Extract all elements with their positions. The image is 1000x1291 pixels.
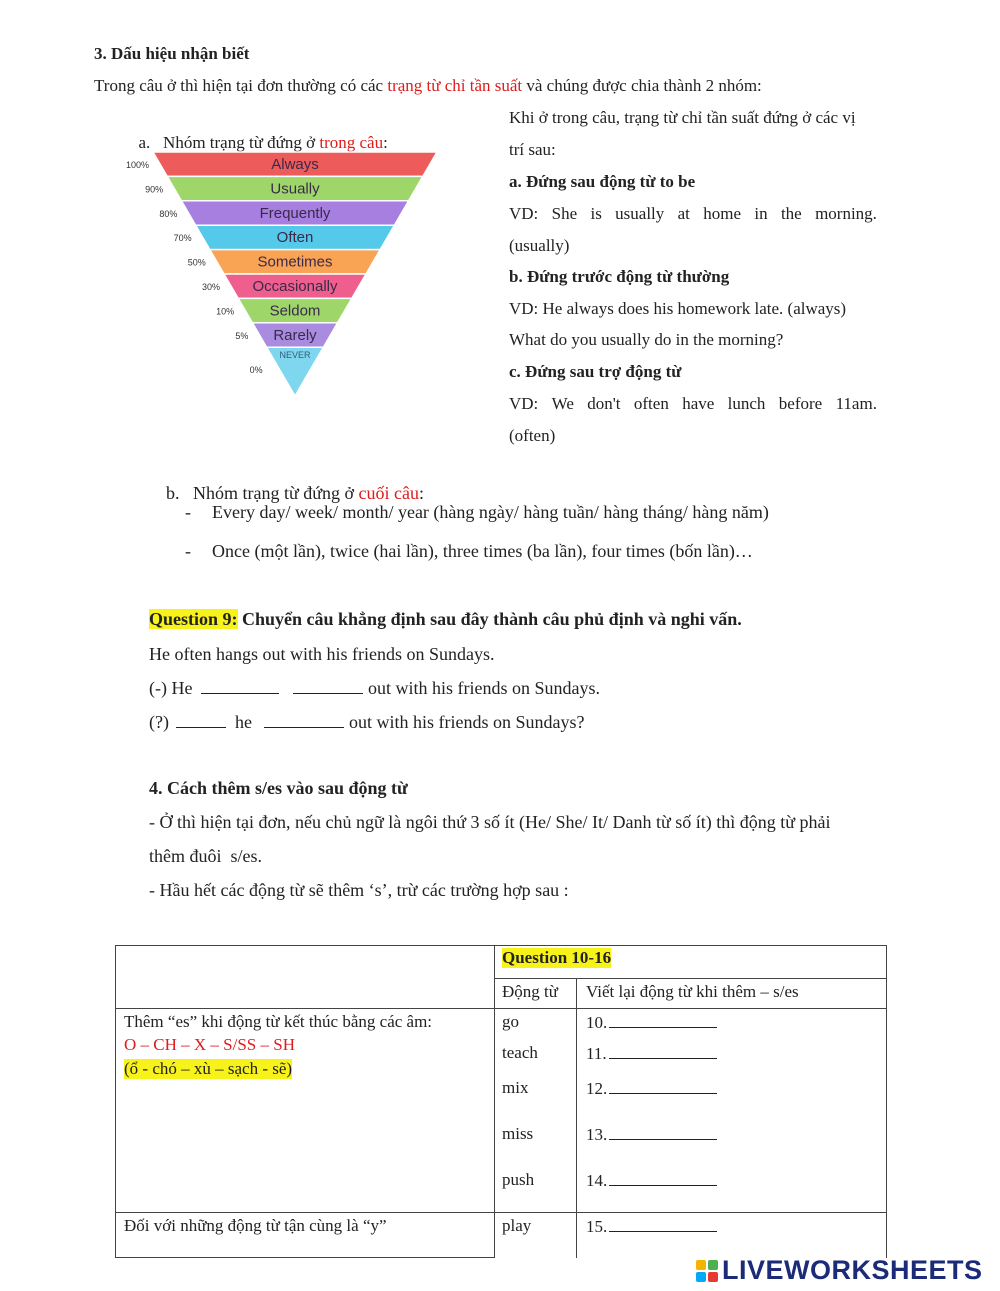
group-b-suffix: : bbox=[418, 483, 424, 503]
column-header-rewrite: Viết lại động từ khi thêm – s/es bbox=[586, 982, 799, 1001]
intro-highlight: trạng từ chỉ tần suất bbox=[387, 76, 523, 95]
rule-a-example-word: in bbox=[754, 204, 768, 223]
rule-c-example-word: 11am. bbox=[835, 394, 877, 413]
rule-c-example bbox=[509, 394, 877, 414]
rule-a-example-tail: (usually) bbox=[509, 236, 570, 255]
verb-cell: miss bbox=[502, 1124, 534, 1143]
pyramid-level-label: Rarely bbox=[273, 326, 317, 344]
pyramid-percent-label: 80% bbox=[159, 208, 178, 219]
question-suffix: out with his friends on Sundays? bbox=[348, 712, 585, 732]
group-a-prefix: a. Nhóm trạng từ đứng ở bbox=[138, 133, 320, 152]
question-range-label: Question 10-16 bbox=[502, 948, 612, 967]
verb-cell: teach bbox=[502, 1043, 538, 1062]
bullet-dash: - bbox=[185, 502, 191, 522]
question9-question bbox=[149, 712, 584, 733]
answer-blank[interactable] bbox=[609, 1078, 717, 1094]
rule1-text: Thêm “es” khi động từ kết thúc bằng các âm: bbox=[124, 1012, 433, 1031]
pyramid-percent-label: 5% bbox=[235, 330, 249, 341]
rule-b-example2: What do you usually do in the morning? bbox=[509, 330, 784, 349]
pyramid-level-label: NEVER bbox=[279, 350, 311, 361]
group-b-prefix: b. Nhóm trạng từ đứng ở bbox=[166, 483, 359, 503]
answer-cell bbox=[586, 1170, 717, 1191]
group-a-suffix: : bbox=[383, 133, 388, 152]
answer-blank[interactable] bbox=[609, 1012, 717, 1028]
verb-cell: push bbox=[502, 1170, 535, 1189]
answer-blank[interactable] bbox=[293, 678, 363, 694]
rule1-endings: O – CH – X – S/SS – SH bbox=[124, 1035, 295, 1054]
question9-label: Question 9: bbox=[149, 609, 238, 629]
rule-a-example-word: is bbox=[590, 204, 602, 223]
rule-c-example-word: often bbox=[633, 394, 669, 413]
question9-negative bbox=[149, 678, 600, 699]
rule1-mnemonic: (ổ - chó – xù – sạch - sẽ) bbox=[124, 1059, 293, 1078]
answer-number: 11. bbox=[586, 1044, 607, 1063]
rule-c-example-word: don't bbox=[587, 394, 621, 413]
rule-c-example-word: lunch bbox=[727, 394, 766, 413]
rule-b-title: b. Đứng trước động từ thường bbox=[509, 267, 730, 286]
answer-blank[interactable] bbox=[609, 1170, 717, 1186]
logo-mark-square bbox=[696, 1272, 706, 1282]
question9-prompt bbox=[149, 609, 742, 630]
question-prefix: (?) bbox=[149, 712, 169, 732]
position-intro-line1: Khi ở trong câu, trạng từ chỉ tần suất đứng ở các vị bbox=[509, 108, 856, 127]
section3-heading: 3. Dấu hiệu nhận biết bbox=[94, 44, 250, 63]
answer-blank[interactable] bbox=[176, 712, 226, 728]
pyramid-level-label: Often bbox=[276, 229, 314, 247]
rule-b-example1: VD: He always does his homework late. (always) bbox=[509, 299, 847, 318]
logo-mark-square bbox=[708, 1260, 718, 1270]
bullet-every-day: Every day/ week/ month/ year (hàng ngày/ hàng tuần/ hàng tháng/ hàng năm) bbox=[212, 502, 769, 522]
bullet-dash: - bbox=[185, 541, 191, 561]
rule-a-example-word: at bbox=[677, 204, 690, 223]
rule-c-example-tail: (often) bbox=[509, 426, 556, 445]
pyramid-percent-label: 100% bbox=[125, 160, 149, 170]
verb-cell: mix bbox=[502, 1078, 529, 1097]
pyramid-percent-label: 10% bbox=[216, 306, 235, 317]
logo-text: LIVEWORKSHEETS bbox=[722, 1255, 983, 1285]
answer-cell bbox=[586, 1124, 717, 1145]
answer-blank[interactable] bbox=[201, 678, 279, 694]
rule2-text: Đối với những động từ tận cùng là “y” bbox=[124, 1216, 387, 1235]
answer-cell bbox=[586, 1012, 717, 1033]
negative-suffix: out with his friends on Sundays. bbox=[367, 678, 600, 698]
pyramid-level-label: Usually bbox=[270, 180, 320, 198]
logo-mark-square bbox=[708, 1272, 718, 1282]
pyramid-percent-label: 0% bbox=[249, 365, 263, 376]
pyramid-level-label: Frequently bbox=[259, 204, 331, 222]
pyramid-percent-label: 90% bbox=[145, 184, 164, 195]
rule-a-example-word: VD: bbox=[509, 204, 539, 223]
logo-mark-square bbox=[696, 1260, 706, 1270]
rule-a-example-word: morning. bbox=[815, 204, 877, 223]
rule-c-title: c. Đứng sau trợ động từ bbox=[509, 362, 682, 381]
pyramid-percent-label: 70% bbox=[173, 233, 192, 244]
intro-text-end: và chúng được chia thành 2 nhóm: bbox=[522, 76, 762, 95]
section4-line1: - Ở thì hiện tại đơn, nếu chủ ngữ là ngôi thứ 3 số ít (He/ She/ It/ Danh từ số ít) thì động từ phải bbox=[149, 812, 831, 832]
pyramid-level-label: Sometimes bbox=[257, 253, 333, 271]
answer-number: 15. bbox=[586, 1217, 608, 1236]
group-a-red: trong câu bbox=[319, 133, 384, 152]
verb-cell: go bbox=[502, 1012, 519, 1031]
answer-blank[interactable] bbox=[264, 712, 344, 728]
rule-c-example-word: before bbox=[778, 394, 823, 413]
column-header-verb: Động từ bbox=[502, 982, 558, 1001]
rule-c-example-word: have bbox=[682, 394, 715, 413]
question-subject: he bbox=[234, 712, 252, 732]
rule-c-example-word: We bbox=[551, 394, 574, 413]
question9-sentence: He often hangs out with his friends on Sundays. bbox=[149, 644, 495, 664]
answer-cell bbox=[586, 1043, 717, 1064]
negative-prefix: (-) He bbox=[149, 678, 193, 698]
rule-a-example bbox=[509, 204, 877, 224]
pyramid-level-label: Seldom bbox=[269, 302, 321, 320]
rule-a-example-word: usually bbox=[615, 204, 665, 223]
frequency-pyramid bbox=[125, 148, 455, 400]
rule-a-title: a. Đứng sau động từ to be bbox=[509, 172, 696, 191]
answer-cell bbox=[586, 1216, 717, 1237]
pyramid-percent-label: 50% bbox=[187, 257, 206, 268]
answer-number: 10. bbox=[586, 1013, 608, 1032]
answer-cell bbox=[586, 1078, 717, 1099]
bullet-once: Once (một lần), twice (hai lần), three times (ba lần), four times (bốn lần)… bbox=[212, 541, 753, 561]
group-b-red: cuối câu bbox=[358, 483, 419, 503]
pyramid-percent-label: 30% bbox=[201, 282, 220, 292]
section4-line3: - Hầu hết các động từ sẽ thêm ‘s’, trừ các trường hợp sau : bbox=[149, 880, 569, 900]
intro-text: Trong câu ở thì hiện tại đơn thường có các bbox=[94, 76, 388, 95]
pyramid-level-label: Always bbox=[271, 156, 319, 173]
answer-blank[interactable] bbox=[609, 1216, 717, 1232]
group-b-label bbox=[157, 462, 424, 504]
rule-a-example-word: the bbox=[780, 204, 802, 223]
group-a-label bbox=[130, 113, 388, 153]
answer-blank[interactable] bbox=[609, 1043, 717, 1059]
logo-mark-icon bbox=[696, 1260, 718, 1282]
answer-number: 13. bbox=[586, 1125, 608, 1144]
section4-line2: thêm đuôi s/es. bbox=[149, 846, 262, 866]
rule-a-example-word: She bbox=[551, 204, 578, 223]
position-intro-line2: trí sau: bbox=[509, 140, 556, 159]
section3-intro bbox=[94, 76, 762, 96]
answer-number: 12. bbox=[586, 1079, 608, 1098]
rule-a-example-word: home bbox=[703, 204, 742, 223]
liveworksheets-logo bbox=[696, 1255, 983, 1286]
pyramid-level-label: Occasionally bbox=[252, 278, 338, 295]
section4-heading: 4. Cách thêm s/es vào sau động từ bbox=[149, 778, 408, 798]
answer-number: 14. bbox=[586, 1171, 608, 1190]
verb-cell: play bbox=[502, 1216, 532, 1235]
answer-blank[interactable] bbox=[609, 1124, 717, 1140]
question9-instruction: Chuyển câu khẳng định sau đây thành câu phủ định và nghi vấn. bbox=[237, 609, 742, 629]
rule-c-example-word: VD: bbox=[509, 394, 539, 413]
